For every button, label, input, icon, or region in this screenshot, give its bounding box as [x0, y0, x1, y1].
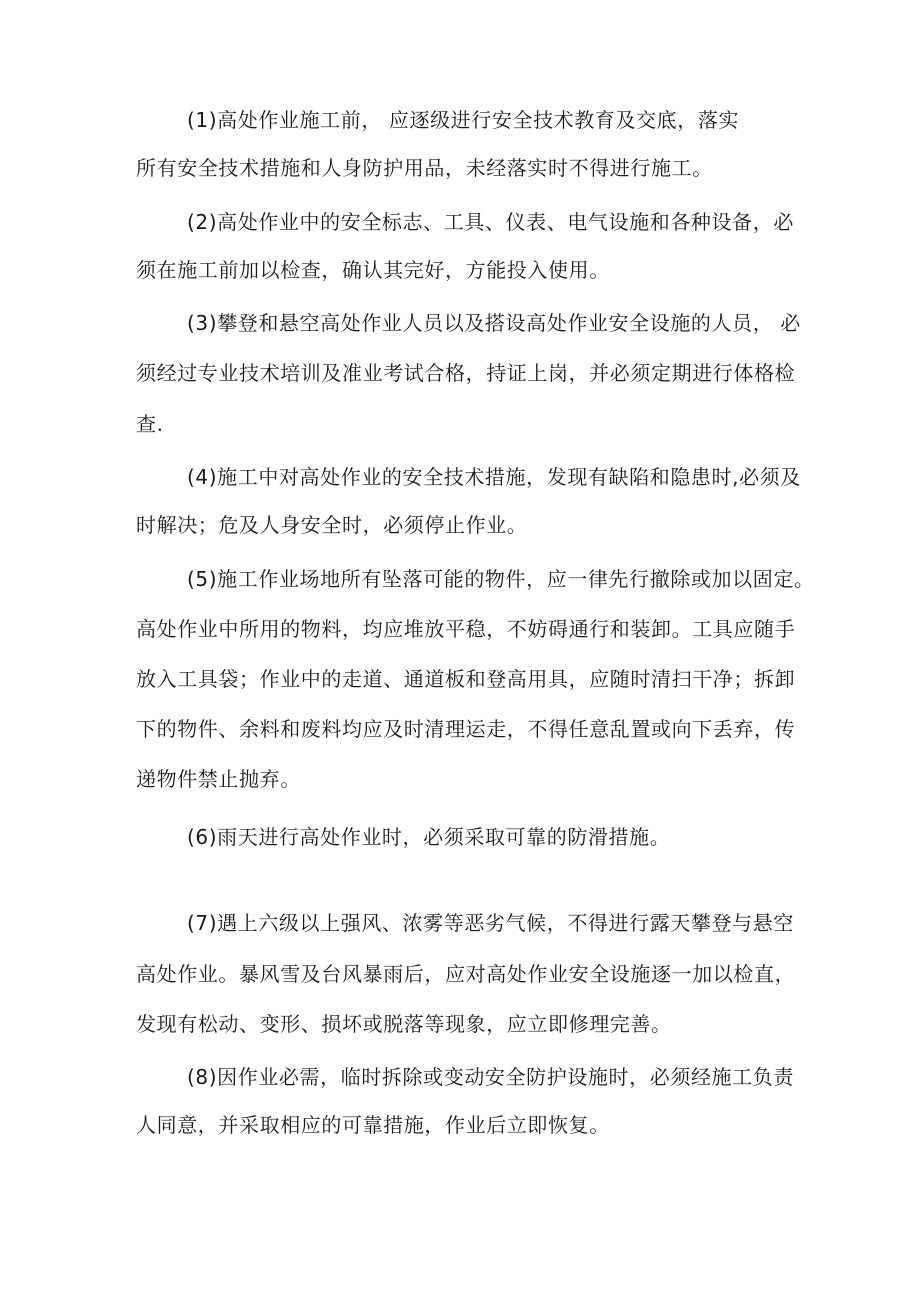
paragraph-7-line-3: 发现有松动、变形、损坏或脱落等现象，应立即修理完善。: [136, 1012, 672, 1036]
paragraph-2-line-2: 须在施工前加以检查，确认其完好，方能投入使用。: [136, 258, 610, 282]
paragraph-7-line-2: 高处作业。暴风雪及台风暴雨后，应对高处作业安全设施逐一加以检直，: [136, 962, 796, 986]
paragraph-5-line-3: 放入工具袋；作业中的走道、通道板和登高用具，应随时清扫干净；拆卸: [136, 667, 796, 691]
paragraph-3-line-1: (3)攀登和悬空高处作业人员以及搭设高处作业安全设施的人员， 必: [187, 311, 801, 335]
paragraph-4-line-1: (4)施工中对高处作业的安全技术措施，发现有缺陷和隐患时,必须及: [187, 465, 801, 489]
paragraph-1-line-1: (1)高处作业施工前， 应逐级进行安全技术教育及交底，落实: [187, 108, 740, 132]
paragraph-2-line-1: (2)高处作业中的安全标志、工具、仪表、电气设施和各种设备，必: [187, 210, 794, 234]
paragraph-6-line-1: (6)雨天进行高处作业时，必须采取可靠的防滑措施。: [187, 825, 671, 849]
paragraph-8-line-1: (8)因作业必需，临时拆除或变动安全防护设施时，必须经施工负责: [187, 1065, 794, 1089]
paragraph-7-line-1: (7)遇上六级以上强风、浓雾等恶劣气候，不得进行露天攀登与悬空: [187, 911, 794, 935]
paragraph-8-line-2: 人同意，并采取相应的可靠措施，作业后立即恢复。: [136, 1113, 610, 1137]
paragraph-5-line-1: (5)施工作业场地所有坠落可能的物件，应一律先行撤除或加以固定。: [187, 567, 815, 591]
paragraph-3-line-2: 须经过专业技术培训及准业考试合格，持证上岗，并必须定期进行体格检: [136, 361, 796, 385]
paragraph-5-line-4: 下的物件、余料和废料均应及时清理运走，不得任意乱置或向下丢弃，传: [136, 717, 796, 741]
paragraph-4-line-2: 时解决；危及人身安全时，必须停止作业。: [136, 513, 528, 537]
paragraph-3-line-3: 查.: [136, 412, 164, 436]
paragraph-5-line-2: 高处作业中所用的物料，均应堆放平稳，不妨碍通行和装卸。工具应随手: [136, 617, 796, 641]
paragraph-5-line-5: 递物件禁止抛弃。: [136, 767, 301, 791]
paragraph-1-line-2: 所有安全技术措施和人身防护用品，未经落实时不得进行施工。: [136, 156, 713, 180]
